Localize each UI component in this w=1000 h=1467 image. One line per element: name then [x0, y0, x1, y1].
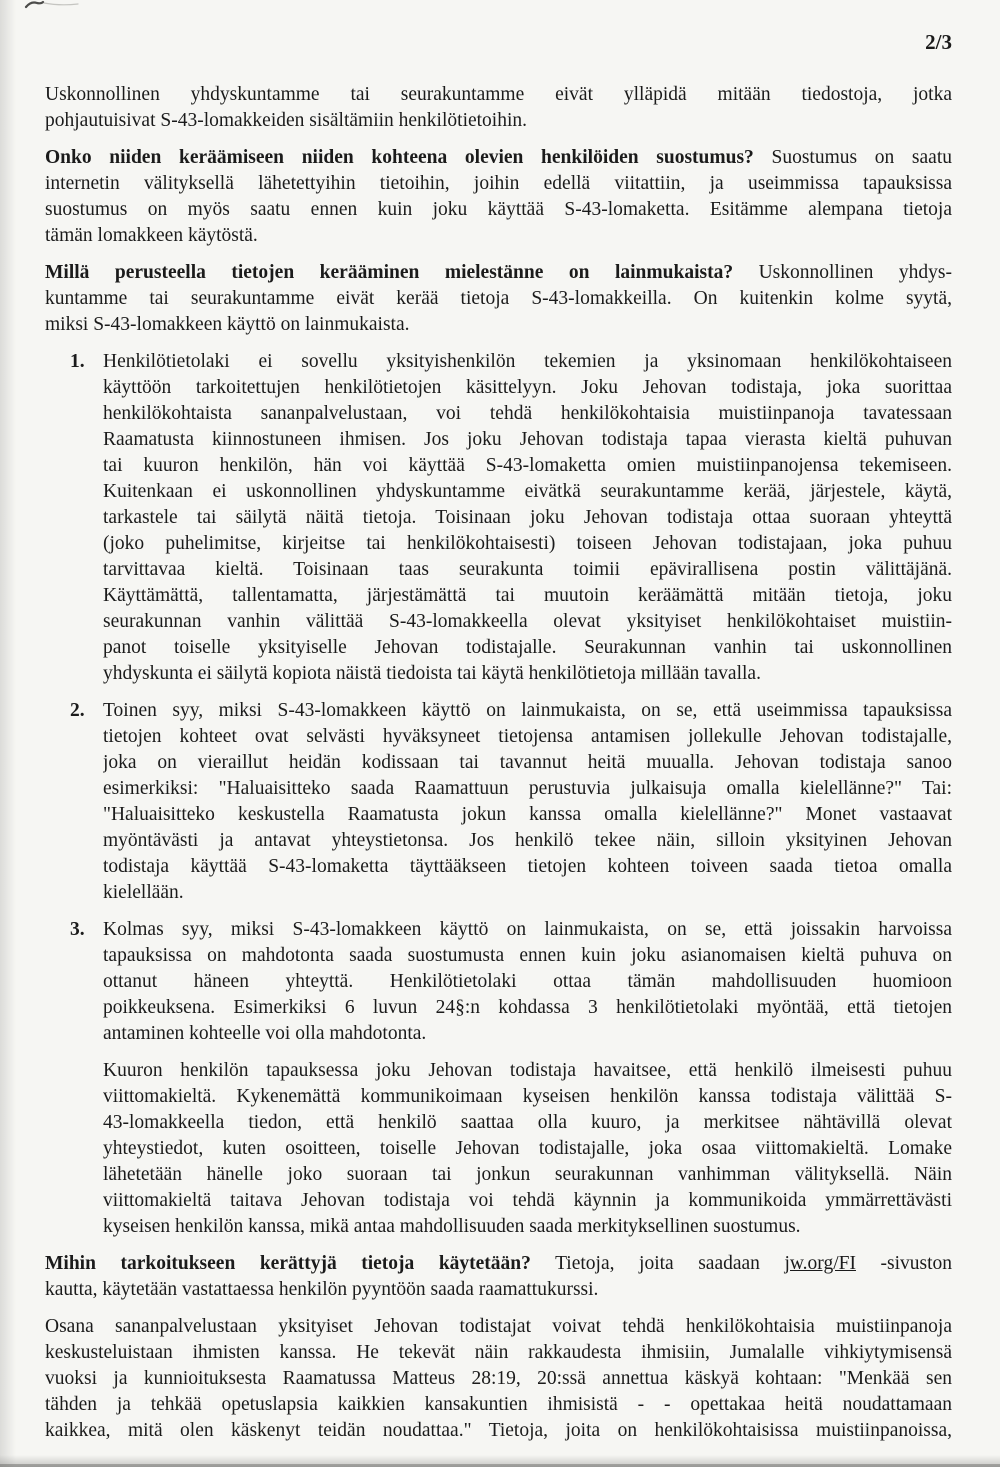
text-run: tapauksissa on mahdotonta saada suostumusta ennen kuin joku asianomaisen kieltä puhuva on — [103, 945, 952, 966]
text-line — [103, 854, 952, 880]
paragraph — [45, 82, 952, 134]
text-run: Toinen syy, miksi S-43-lomakkeen käyttö on lainmukaista, on se, että useimmissa tapauksissa — [103, 700, 952, 721]
text-run: tarvittavaa kieltä. Toisinaan taas seurakunta toimii epävirallisena postin välittäjänä. — [103, 559, 952, 580]
text-line — [103, 1058, 952, 1084]
text-run: kuntamme tai seurakuntamme eivät kerää tietoja S-43-lomakkeilla. On kuitenkin kolme syytä, — [45, 288, 952, 309]
text-line — [103, 943, 952, 969]
text-run: keskusteluistaan ihmisten kanssa. He tekevät näin rakkaudesta ihmisiin, Jumalalle vihkiytymisensä — [45, 1342, 952, 1363]
text-line — [103, 750, 952, 776]
text-run: viittomakieltä taitava Jehovan todistaja voi tehdä käynnin ja kommunikoida ymmärrettävästi — [103, 1190, 952, 1211]
text-line — [103, 479, 952, 505]
text-run: tähden ja tehkää opetuslapsia kaikkien kansakuntien ihmisistä - - opettakaa heitä noudattamaan — [45, 1394, 952, 1415]
text-line — [103, 427, 952, 453]
text-line — [103, 828, 952, 854]
text-run: poikkeuksena. Esimerkiksi 6 luvun 24§:n kohdassa 3 henkilötietolaki myöntää, että tietojen — [103, 997, 952, 1018]
text-line — [45, 108, 952, 134]
text-line — [45, 1314, 952, 1340]
list-item-body — [103, 917, 952, 1047]
text-run: 43-lomakkeella tiedon, että henkilö saattaa olla kuuro, ja merkitsee nähtävillä olevat — [103, 1112, 952, 1133]
text-line — [103, 1136, 952, 1162]
text-line — [45, 1251, 952, 1277]
list-item — [45, 917, 952, 1047]
list-item-number: 3. — [70, 919, 85, 940]
text-run: Tietoja, joita saadaan — [530, 1253, 785, 1274]
text-line — [103, 969, 952, 995]
indented-paragraph — [103, 1058, 952, 1240]
pen-stroke-artifact — [0, 0, 120, 20]
text-run: myöntävästi ja antavat yhteystietonsa. Jos henkilö tekee näin, silloin yksityinen Jehovan — [103, 830, 952, 851]
scan-edge-left-shadow — [0, 0, 16, 1467]
text-run: tai kuuron henkilön, hän voi käyttää S-43-lomaketta omien muistiinpanojensa tekemiseen. — [103, 455, 952, 476]
text-run: Uskonnollinen yhdys- — [733, 262, 952, 283]
text-line — [103, 1162, 952, 1188]
paragraph — [45, 260, 952, 338]
text-line — [45, 260, 952, 286]
text-line — [45, 82, 952, 108]
text-run: internetin välityksellä lähetettyihin tietoihin, joihin edellä viitattiin, ja useimmissa tapauksissa — [45, 173, 952, 194]
text-line — [103, 776, 952, 802]
text-run: panot toiselle yksityiselle Jehovan todistajalle. Seurakunnan vanhin tai uskonnollinen — [103, 637, 952, 658]
scan-edge-bottom-shadow — [0, 1455, 1000, 1467]
paragraph — [45, 1251, 952, 1303]
bold-lead-text: Onko niiden keräämiseen niiden kohteena olevien henkilöiden suostumus? — [45, 147, 754, 168]
text-line — [103, 349, 952, 375]
text-line — [103, 880, 952, 906]
list-item-body — [103, 698, 952, 906]
text-run: todistaja käyttää S-43-lomaketta täyttääkseen tietojen kohteen toiveen saada tietoa omalla — [103, 856, 952, 877]
text-line — [45, 197, 952, 223]
text-line — [103, 698, 952, 724]
paragraph — [45, 145, 952, 249]
text-run: Osana sananpalvelustaan yksityiset Jehovan todistajat voivat tehdä henkilökohtaisia muistiinpanoja — [45, 1316, 952, 1337]
text-run: Henkilötietolaki ei sovellu yksityishenkilön tekemien ja yksinomaan henkilökohtaiseen — [103, 351, 952, 372]
page-number: 2/3 — [925, 30, 952, 54]
text-line — [45, 145, 952, 171]
text-run: kyseisen henkilön kanssa, mikä antaa mahdollisuuden saada merkityksellinen suostumus. — [103, 1216, 801, 1237]
text-line — [103, 453, 952, 479]
list-item-number: 2. — [70, 700, 85, 721]
jworg-link-text: jw.org/FI — [784, 1253, 856, 1274]
text-run: Suostumus on saatu — [753, 147, 952, 168]
text-line — [103, 1188, 952, 1214]
list-item-body — [103, 349, 952, 687]
text-line — [45, 312, 952, 338]
text-run: tietojen kohteet ovat selvästi hyväksyneet tietojensa antamisen jollekulle Jehovan todistajalle, — [103, 726, 952, 747]
text-run: joka on vieraillut heidän kodissaan tai tavannut heitä muualla. Jehovan todistaja sanoo — [103, 752, 952, 773]
bold-lead-text: Mihin tarkoitukseen kerättyjä tietoja käytetään? — [45, 1253, 531, 1274]
text-run: Uskonnollinen yhdyskuntamme tai seurakuntamme eivät ylläpidä mitään tiedostoja, jotka — [45, 84, 952, 105]
text-run: Kuitenkaan ei uskonnollinen yhdyskuntamme eivätkä seurakuntamme kerää, järjestele, käytä, — [103, 481, 952, 502]
text-line — [103, 995, 952, 1021]
text-run: kaikkea, mitä olen käskenyt teidän noudattaa." Tietoja, joita on henkilökohtaisissa muistiinpanoissa, — [45, 1420, 952, 1441]
text-run: Kuuron henkilön tapauksessa joku Jehovan todistaja havaitsee, että henkilö ilmeisesti puhuu — [103, 1060, 952, 1081]
text-line — [103, 1110, 952, 1136]
text-run: yhdyskunta ei säilytä kopiota näistä tiedoista tai käytä henkilötietoja millään tavalla. — [103, 663, 761, 684]
list-item-number: 1. — [70, 351, 85, 372]
text-line — [103, 375, 952, 401]
paragraph — [45, 1314, 952, 1444]
text-run: tarkastele tai säilytä näitä tietoja. Toisinaan joku Jehovan todistaja ottaa suoraan yhteyttä — [103, 507, 952, 528]
text-line — [103, 1084, 952, 1110]
text-run: henkilökohtaista sananpalvelustaan, voi tehdä henkilökohtaisia muistiinpanoja tavatessaan — [103, 403, 952, 424]
text-line — [103, 917, 952, 943]
document-body — [45, 82, 952, 1444]
text-line — [103, 1021, 952, 1047]
text-run: antaminen kohteelle voi olla mahdotonta. — [103, 1023, 427, 1044]
text-run: Käyttämättä, tallentamatta, järjestämättä tai muutoin keräämättä mitään tietoja, joku — [103, 585, 952, 606]
text-line — [103, 802, 952, 828]
bold-lead-text: Millä perusteella tietojen kerääminen mielestänne on lainmukaista? — [45, 262, 734, 283]
text-run: viittomakieltä. Kykenemättä kommunikoimaan kyseisen henkilön kanssa todistaja välittää S- — [103, 1086, 952, 1107]
text-line — [45, 286, 952, 312]
text-line — [103, 609, 952, 635]
text-line — [45, 1340, 952, 1366]
text-line — [103, 557, 952, 583]
text-run: pohjautuisivat S-43-lomakkeiden sisältämiin henkilötietoihin. — [45, 110, 528, 131]
text-line — [103, 583, 952, 609]
text-line — [103, 661, 952, 687]
text-line — [103, 635, 952, 661]
text-line — [45, 1418, 952, 1444]
text-run: vuoksi ja kunnioituksesta Raamatussa Matteus 28:19, 20:ssä annettua käskyä kohtaan: "Menkää sen — [45, 1368, 952, 1389]
text-run: (joko puhelimitse, kirjeitse tai henkilökohtaisesti) toiseen Jehovan todistajaan, joka puhuu — [103, 533, 952, 554]
text-line — [103, 1214, 952, 1240]
text-run: kautta, käytetään vastattaessa henkilön pyyntöön saada raamattukurssi. — [45, 1279, 599, 1300]
text-run: kielellään. — [103, 882, 184, 903]
text-run: Raamatusta kiinnostuneen ihmisen. Jos joku Jehovan todistaja tapaa vierasta kieltä puhuvan — [103, 429, 952, 450]
text-run: miksi S-43-lomakkeen käyttö on lainmukaista. — [45, 314, 410, 335]
text-run: -sivuston — [855, 1253, 952, 1274]
list-item — [45, 349, 952, 687]
list-item — [45, 698, 952, 906]
text-run: "Haluaisitteko keskustella Raamatusta jokun kanssa omalla kielellänne?" Monet vastaavat — [103, 804, 952, 825]
text-line — [45, 1277, 952, 1303]
text-line — [45, 171, 952, 197]
text-line — [45, 1366, 952, 1392]
text-run: lähetetään hänelle joko suoraan tai jonkun seurakunnan vanhimman välityksellä. Näin — [103, 1164, 952, 1185]
text-run: suostumus on myös saatu ennen kuin joku käyttää S-43-lomaketta. Esitämme alempana tietoja — [45, 199, 952, 220]
text-run: käyttöön tarkoitettujen henkilötietojen käsittelyyn. Joku Jehovan todistaja, joka suorittaa — [103, 377, 952, 398]
text-run: yhteystiedot, kuten osoitteen, toiselle Jehovan todistajalle, joka osaa viittomakieltä. Lomake — [103, 1138, 952, 1159]
text-line — [45, 1392, 952, 1418]
text-line — [103, 531, 952, 557]
text-line — [45, 223, 952, 249]
text-run: seurakunnan vanhin välittää S-43-lomakkeella olevat yksityiset henkilökohtaiset muistiin- — [103, 611, 952, 632]
text-run: esimerkiksi: "Haluaisitteko saada Raamattuun perustuvia julkaisuja omalla kielellänne?" Tai: — [103, 778, 952, 799]
text-run: ottanut häneen yhteyttä. Henkilötietolaki ottaa tämän mahdollisuuden huomioon — [103, 971, 952, 992]
text-line — [103, 724, 952, 750]
text-line — [103, 401, 952, 427]
text-run: tämän lomakkeen käytöstä. — [45, 225, 258, 246]
text-line — [103, 505, 952, 531]
text-run: Kolmas syy, miksi S-43-lomakkeen käyttö on lainmukaista, on se, että joissakin harvoissa — [103, 919, 952, 940]
